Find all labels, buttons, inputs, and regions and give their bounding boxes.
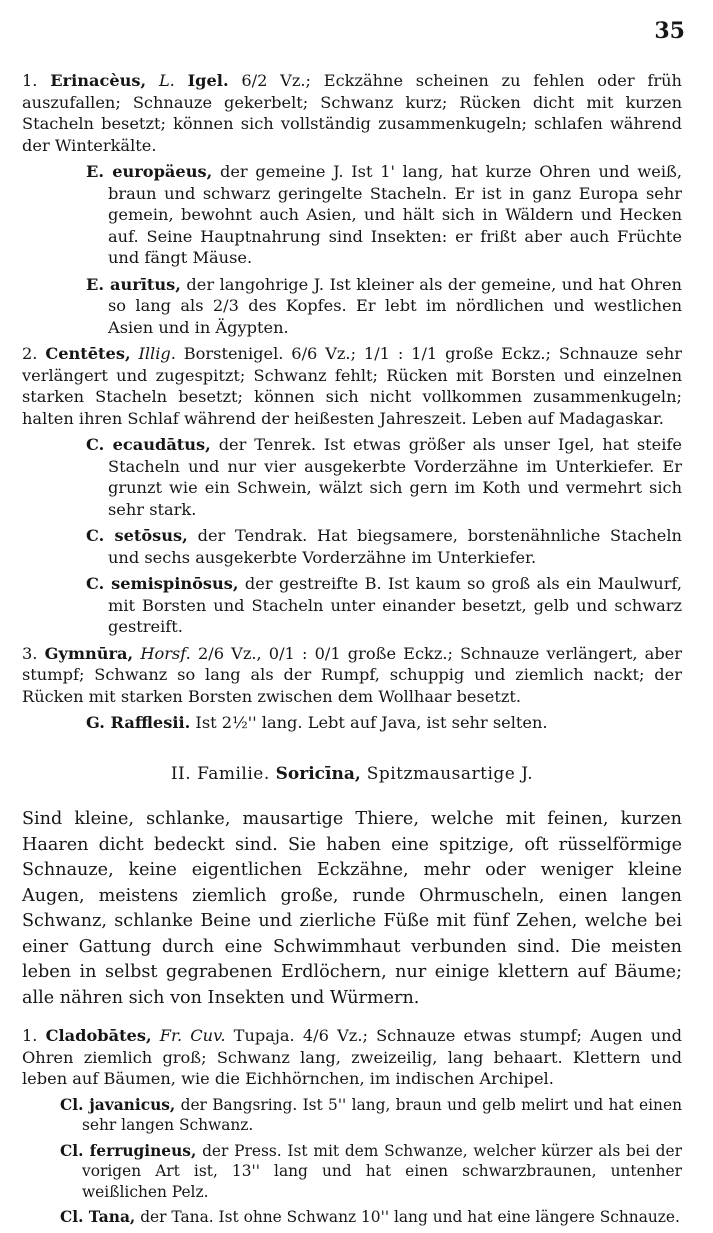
species-description: der Tendrak. Hat biegsamere, borstenähnliche Stacheln und sechs ausgekerbte Vorderzähne im Unterkiefer.	[108, 526, 682, 567]
genus-name: Cladobātes,	[45, 1026, 152, 1045]
species-name: C. setōsus,	[86, 526, 188, 545]
genus-author: Fr. Cuv.	[159, 1026, 226, 1045]
genus-number: 1.	[22, 1026, 38, 1045]
species-entry	[86, 274, 682, 339]
page-body	[22, 70, 682, 1233]
family-prefix: II. Familie.	[170, 763, 270, 784]
species-description: der Bangsring. Ist 5'' lang, braun und gelb melirt und hat einen sehr langen Schwanz.	[82, 1095, 682, 1134]
species-description: der Tenrek. Ist etwas größer als unser Igel, hat steife Stacheln und nur vier ausgekerbte Vorderzähne im Unterkiefer. Er grunzt wie ein Schwein, wälzt sich gern im Koth und vermehrt sich sehr stark.	[108, 435, 682, 519]
genus-author: Illig.	[138, 344, 176, 363]
genus-common-name: Igel.	[187, 71, 229, 90]
genus-number: 3.	[22, 643, 38, 663]
genus-entry-cladobates	[22, 1025, 682, 1090]
species-entry	[86, 573, 682, 638]
species-description: der Press. Ist mit dem Schwanze, welcher kürzer als bei der vorigen Art ist, 13'' lang und hat einen schwarzbraunen, untenher weißlichen Pelz.	[82, 1141, 682, 1201]
species-entry	[60, 1141, 682, 1203]
page-number: 35	[654, 18, 685, 44]
genus-description: 2/6 Vz., 0/1 : 0/1 große Eckz.; Schnauze verlängert, aber stumpf; Schwanz so lang als der Rumpf, schuppig und ziemlich nackt; der Rücken mit starken Borsten zwischen dem Wollhaar besetzt.	[22, 643, 682, 706]
species-description: der langohrige J. Ist kleiner als der gemeine, und hat Ohren so lang als 2/3 des Kopfes. Er lebt im nördlichen und westlichen Asien und in Ägypten.	[108, 274, 682, 337]
genus-description: 4/6 Vz.; Schnauze etwas stumpf; Augen und Ohren ziemlich groß; Schwanz lang, zweizeilig, lang behaart. Klettern und leben auf Bäumen, wie die Eichhörnchen, im indischen Archipel.	[22, 1026, 682, 1088]
species-description: der gemeine J. Ist 1' lang, hat kurze Ohren und weiß, braun und schwarz geringelte Stacheln. Er ist in ganz Europa sehr gemein, bewohnt auch Asien, und hält sich in Wäldern und Hecken auf. Seine Hauptnahrung sind Insekten: er frißt aber auch Früchte und fängt Mäuse.	[108, 162, 682, 267]
species-entry	[60, 1095, 682, 1136]
species-entry	[86, 712, 682, 734]
genus-name: Gymnūra,	[44, 643, 134, 663]
species-description: Ist 2½'' lang. Lebt auf Java, ist sehr selten.	[195, 713, 548, 732]
genus-entry-gymnura	[22, 643, 682, 708]
family-heading	[22, 764, 682, 786]
genus-common-name: Borstenigel.	[183, 344, 284, 363]
genus-author: Horsf.	[140, 643, 191, 663]
family-name: Soricīna,	[275, 763, 361, 784]
genus-number: 1.	[22, 71, 38, 90]
species-entry	[60, 1207, 682, 1228]
genus-common-name: Tupaja.	[233, 1026, 295, 1045]
genus-name: Centētes,	[45, 344, 131, 363]
family-common-name: Spitzmausartige J.	[366, 763, 534, 784]
species-description: der Tana. Ist ohne Schwanz 10'' lang und hat eine längere Schnauze.	[140, 1208, 680, 1226]
family-description: Sind kleine, schlanke, mausartige Thiere, welche mit feinen, kurzen Haaren dicht bedeckt sind. Sie haben eine spitzige, oft rüsselförmige Schnauze, keine eigentlichen Eckzähne, mehr oder weniger kleine Augen, meistens ziemlich große, runde Ohrmuscheln, einen langen Schwanz, schlanke Beine und zierliche Füße mit fünf Zehen, welche bei einer Gattung durch eine Schwimmhaut verbunden sind. Die meisten leben in selbst gegrabenen Erdlöchern, nur einige klettern auf Bäume; alle nähren sich von Insekten und Würmern.	[22, 809, 682, 1008]
species-name: E. europäeus,	[86, 162, 213, 181]
species-name: Cl. javanicus,	[60, 1095, 176, 1114]
species-entry	[86, 161, 682, 269]
species-entry	[86, 525, 682, 568]
genus-description: 6/6 Vz.; 1/1 : 1/1 große Eckz.; Schnauze sehr verlängert und zugespitzt; Schwanz fehlt; Rücken mit Borsten und einzelnen starken Stacheln besetzt; können sich nicht vollkommen zusammenkugeln; halten ihren Schlaf während der heißesten Jahreszeit. Leben auf Madagaskar.	[22, 344, 682, 428]
species-name: Cl. Tana,	[60, 1208, 136, 1226]
genus-entry-erinaceus	[22, 70, 682, 156]
species-entry	[86, 434, 682, 520]
species-description: der gestreifte B. Ist kaum so groß als ein Maulwurf, mit Borsten und Stacheln unter einander besetzt, gelb und schwarz gestreift.	[108, 574, 682, 636]
genus-description: 6/2 Vz.; Eckzähne scheinen zu fehlen oder früh auszufallen; Schnauze gekerbelt; Schwanz kurz; Rücken dicht mit kurzen Stacheln besetzt; können sich vollständig zusammenkugeln; schlafen während der Winterkälte.	[22, 71, 682, 155]
genus-entry-centetes	[22, 343, 682, 429]
species-name: C. semispinōsus,	[86, 574, 239, 593]
species-name: G. Rafflesii.	[86, 713, 191, 732]
species-name: C. ecaudātus,	[86, 435, 211, 454]
genus-number: 2.	[22, 344, 38, 363]
species-name: Cl. ferrugineus,	[60, 1141, 197, 1160]
species-name: E. aurītus,	[86, 274, 181, 294]
genus-author: L.	[158, 71, 175, 90]
genus-name: Erinacèus,	[50, 71, 147, 90]
